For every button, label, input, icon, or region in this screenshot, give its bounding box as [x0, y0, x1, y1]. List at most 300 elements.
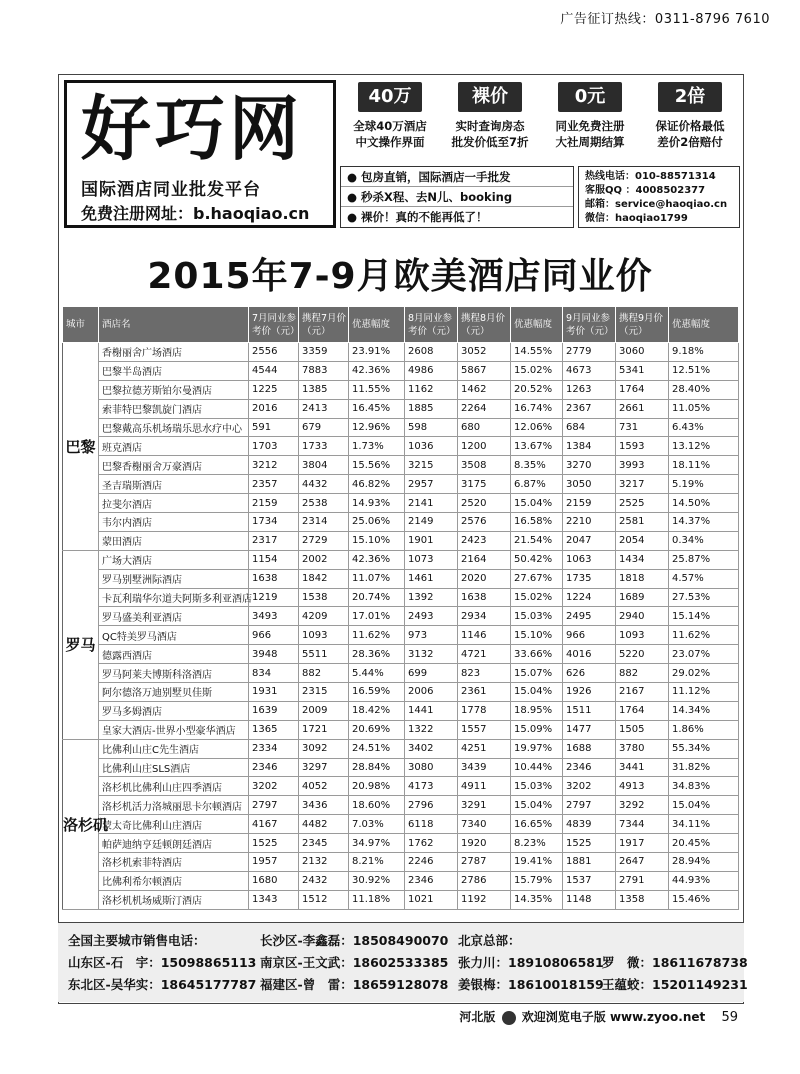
- price-cell: 3212: [249, 456, 299, 475]
- footer-heading: 全国主要城市销售电话：: [68, 933, 206, 948]
- price-cell: 1703: [249, 437, 299, 456]
- price-cell: 1.86%: [669, 720, 739, 739]
- feature-item: [640, 78, 740, 164]
- table-row: [63, 531, 739, 550]
- price-cell: 2797: [249, 796, 299, 815]
- price-cell: 4016: [563, 645, 616, 664]
- contact: 东北区-吴华实：18645177787: [68, 977, 257, 992]
- bullet-item: ● 秒杀X程、去N儿、booking: [341, 187, 573, 207]
- price-cell: 15.10%: [511, 626, 563, 645]
- hotel-name: 洛杉机活力洛城丽思卡尔顿酒店: [99, 796, 249, 815]
- price-cell: 1477: [563, 720, 616, 739]
- price-cell: 1224: [563, 588, 616, 607]
- price-cell: 2002: [299, 550, 349, 569]
- table-row: [63, 361, 739, 380]
- price-cell: 1358: [616, 890, 669, 909]
- table-row: [63, 494, 739, 513]
- price-cell: 3060: [616, 343, 669, 362]
- price-cell: 14.50%: [669, 494, 739, 513]
- price-cell: 7.03%: [349, 815, 405, 834]
- hotel-name: 卡瓦利瑞华尔道夫阿斯多利亚酒店: [99, 588, 249, 607]
- price-cell: 2556: [249, 343, 299, 362]
- feature-item: [340, 78, 440, 164]
- table-row: [63, 513, 739, 532]
- table-row: [63, 815, 739, 834]
- price-cell: 2315: [299, 683, 349, 702]
- price-cell: 23.07%: [669, 645, 739, 664]
- price-cell: 1926: [563, 683, 616, 702]
- price-cell: 24.51%: [349, 739, 405, 758]
- table-row: [63, 853, 739, 872]
- website-note: 欢迎浏览电子版 www.zyoo.net: [521, 1010, 706, 1024]
- table-row: [63, 890, 739, 909]
- price-cell: 731: [616, 418, 669, 437]
- table-row: [63, 645, 739, 664]
- feature-line: 同业免费注册: [555, 119, 625, 133]
- price-cell: 4911: [458, 777, 511, 796]
- price-cell: 966: [563, 626, 616, 645]
- column-header: 优惠幅度: [349, 307, 405, 343]
- price-cell: 3436: [299, 796, 349, 815]
- price-cell: 20.52%: [511, 380, 563, 399]
- price-cell: 1735: [563, 569, 616, 588]
- price-cell: 2159: [563, 494, 616, 513]
- feature-line: 保证价格最低: [655, 119, 725, 133]
- price-cell: 44.93%: [669, 871, 739, 890]
- price-cell: 1434: [616, 550, 669, 569]
- hotel-name: 巴黎香榭丽舍万豪酒店: [99, 456, 249, 475]
- table-row: [63, 701, 739, 720]
- column-header: 酒店名: [99, 307, 249, 343]
- price-cell: 1162: [405, 380, 458, 399]
- price-cell: 2246: [405, 853, 458, 872]
- price-cell: 14.35%: [511, 890, 563, 909]
- hotel-name: 巴黎拉德芳斯铂尔曼酒店: [99, 380, 249, 399]
- hotel-name: 洛杉机索菲特酒店: [99, 853, 249, 872]
- price-cell: 42.36%: [349, 550, 405, 569]
- price-cell: 2797: [563, 796, 616, 815]
- price-cell: 684: [563, 418, 616, 437]
- price-cell: 2009: [299, 701, 349, 720]
- price-cell: 1343: [249, 890, 299, 909]
- price-cell: 699: [405, 664, 458, 683]
- price-cell: 18.95%: [511, 701, 563, 720]
- price-cell: 16.65%: [511, 815, 563, 834]
- price-cell: 33.66%: [511, 645, 563, 664]
- hotel-name: 洛杉机比佛利山庄四季酒店: [99, 777, 249, 796]
- price-cell: 2264: [458, 399, 511, 418]
- price-cell: 7344: [616, 815, 669, 834]
- table-row: [63, 871, 739, 890]
- price-cell: 7883: [299, 361, 349, 380]
- price-cell: 15.56%: [349, 456, 405, 475]
- price-cell: 12.51%: [669, 361, 739, 380]
- price-cell: 15.04%: [511, 796, 563, 815]
- price-cell: 2132: [299, 853, 349, 872]
- feature-line: 全球40万酒店: [353, 119, 427, 133]
- price-cell: 28.94%: [669, 853, 739, 872]
- hotel-name: 巴黎戴高乐机场瑞乐思水疗中心: [99, 418, 249, 437]
- price-cell: 1638: [249, 569, 299, 588]
- price-cell: 15.03%: [511, 777, 563, 796]
- price-cell: 20.98%: [349, 777, 405, 796]
- feature-line: 批发价低至7折: [451, 135, 529, 149]
- feature-item: [540, 78, 640, 164]
- price-cell: 4673: [563, 361, 616, 380]
- table-row: [63, 777, 739, 796]
- hotel-name: 蒙太奇比佛利山庄酒店: [99, 815, 249, 834]
- price-cell: 4482: [299, 815, 349, 834]
- price-cell: 1512: [299, 890, 349, 909]
- price-cell: 598: [405, 418, 458, 437]
- city-cell: 巴黎: [63, 343, 99, 551]
- price-cell: 8.35%: [511, 456, 563, 475]
- hotel-name: QC特美罗马酒店: [99, 626, 249, 645]
- sales-footer: [58, 922, 748, 1002]
- price-cell: 2159: [249, 494, 299, 513]
- contact: 福建区-曾 雷：18659128078: [260, 977, 449, 992]
- hotel-name: 皇家大酒店-世界小型豪华酒店: [99, 720, 249, 739]
- hotel-name: 阿尔德洛万迪别墅贝佳斯: [99, 683, 249, 702]
- price-cell: 1818: [616, 569, 669, 588]
- price-cell: 5220: [616, 645, 669, 664]
- hotel-name: 罗马别墅洲际酒店: [99, 569, 249, 588]
- price-cell: 3439: [458, 758, 511, 777]
- price-cell: 23.91%: [349, 343, 405, 362]
- price-cell: 28.40%: [669, 380, 739, 399]
- price-cell: 50.42%: [511, 550, 563, 569]
- price-cell: 2432: [299, 871, 349, 890]
- table-row: [63, 343, 739, 362]
- price-cell: 11.18%: [349, 890, 405, 909]
- price-cell: 3359: [299, 343, 349, 362]
- column-header: 8月同业参考价（元）: [405, 307, 458, 343]
- price-cell: 4913: [616, 777, 669, 796]
- price-cell: 2149: [405, 513, 458, 532]
- price-cell: 4839: [563, 815, 616, 834]
- price-cell: 1764: [616, 701, 669, 720]
- price-cell: 1263: [563, 380, 616, 399]
- price-cell: 1146: [458, 626, 511, 645]
- price-cell: 15.02%: [511, 361, 563, 380]
- price-cell: 1511: [563, 701, 616, 720]
- price-cell: 1734: [249, 513, 299, 532]
- price-cell: 1148: [563, 890, 616, 909]
- price-cell: 834: [249, 664, 299, 683]
- price-cell: 1093: [299, 626, 349, 645]
- feature-line: 差价2倍赔付: [657, 135, 723, 149]
- price-cell: 2141: [405, 494, 458, 513]
- price-cell: 1842: [299, 569, 349, 588]
- column-header: 城市: [63, 307, 99, 343]
- price-cell: 2957: [405, 475, 458, 494]
- price-cell: 1778: [458, 701, 511, 720]
- price-cell: 18.42%: [349, 701, 405, 720]
- price-cell: 11.07%: [349, 569, 405, 588]
- price-cell: 1192: [458, 890, 511, 909]
- price-cell: 20.69%: [349, 720, 405, 739]
- price-cell: 34.11%: [669, 815, 739, 834]
- price-cell: 6.87%: [511, 475, 563, 494]
- price-cell: 3217: [616, 475, 669, 494]
- price-cell: 15.46%: [669, 890, 739, 909]
- price-cell: 2314: [299, 513, 349, 532]
- price-cell: 1931: [249, 683, 299, 702]
- feature-badge: 0元: [558, 82, 622, 112]
- price-cell: 2345: [299, 834, 349, 853]
- price-cell: 14.55%: [511, 343, 563, 362]
- price-cell: 7340: [458, 815, 511, 834]
- hotel-name: 罗马盛美利亚酒店: [99, 607, 249, 626]
- hotel-name: 洛杉机机场威斯汀酒店: [99, 890, 249, 909]
- price-cell: 3052: [458, 343, 511, 362]
- column-header: 优惠幅度: [511, 307, 563, 343]
- price-cell: 11.05%: [669, 399, 739, 418]
- price-cell: 1200: [458, 437, 511, 456]
- price-cell: 4209: [299, 607, 349, 626]
- price-cell: 2576: [458, 513, 511, 532]
- hotel-name: 索菲特巴黎凯旋门酒店: [99, 399, 249, 418]
- price-cell: 1764: [616, 380, 669, 399]
- price-cell: 6118: [405, 815, 458, 834]
- contact: 山东区-石 宇：15098865113: [68, 955, 257, 970]
- price-cell: 2334: [249, 739, 299, 758]
- table-row: [63, 399, 739, 418]
- table-row: [63, 588, 739, 607]
- logo-tagline: 国际酒店同业批发平台: [81, 180, 261, 200]
- register-url: 免费注册网址：b.haoqiao.cn: [81, 204, 310, 223]
- feature-item: [440, 78, 540, 164]
- column-header: 携程7月价（元）: [299, 307, 349, 343]
- price-cell: 2210: [563, 513, 616, 532]
- price-cell: 1557: [458, 720, 511, 739]
- price-cell: 882: [616, 664, 669, 683]
- price-cell: 9.18%: [669, 343, 739, 362]
- price-cell: 3292: [616, 796, 669, 815]
- price-cell: 30.92%: [349, 871, 405, 890]
- contact: 王蕴蛟：15201149231: [602, 977, 748, 992]
- price-cell: 4986: [405, 361, 458, 380]
- price-cell: 1462: [458, 380, 511, 399]
- price-cell: 1525: [563, 834, 616, 853]
- price-cell: 18.60%: [349, 796, 405, 815]
- price-cell: 1537: [563, 871, 616, 890]
- hotline: 热线电话：010-88571314: [585, 171, 716, 182]
- qq: 客服QQ ：4008502377: [585, 185, 706, 196]
- contact: 罗 微：18611678738: [602, 955, 748, 970]
- price-cell: 973: [405, 626, 458, 645]
- price-cell: 1917: [616, 834, 669, 853]
- price-cell: 3780: [616, 739, 669, 758]
- price-cell: 14.34%: [669, 701, 739, 720]
- promo-bullets: [340, 166, 574, 228]
- price-cell: 2791: [616, 871, 669, 890]
- price-cell: 2647: [616, 853, 669, 872]
- price-cell: 2538: [299, 494, 349, 513]
- price-cell: 16.45%: [349, 399, 405, 418]
- price-cell: 4544: [249, 361, 299, 380]
- price-cell: 11.62%: [669, 626, 739, 645]
- price-cell: 1365: [249, 720, 299, 739]
- hotel-name: 香榭丽舍广场酒店: [99, 343, 249, 362]
- price-cell: 2367: [563, 399, 616, 418]
- price-cell: 1021: [405, 890, 458, 909]
- price-cell: 28.36%: [349, 645, 405, 664]
- price-cell: 46.82%: [349, 475, 405, 494]
- price-cell: 2786: [458, 871, 511, 890]
- price-cell: 2164: [458, 550, 511, 569]
- hotel-name: 班克酒店: [99, 437, 249, 456]
- ad-header: [62, 78, 740, 230]
- price-cell: 31.82%: [669, 758, 739, 777]
- price-cell: 12.06%: [511, 418, 563, 437]
- price-cell: 1093: [616, 626, 669, 645]
- price-cell: 15.10%: [349, 531, 405, 550]
- price-cell: 2661: [616, 399, 669, 418]
- price-cell: 2016: [249, 399, 299, 418]
- price-cell: 4251: [458, 739, 511, 758]
- price-cell: 10.44%: [511, 758, 563, 777]
- price-cell: 16.59%: [349, 683, 405, 702]
- price-cell: 12.96%: [349, 418, 405, 437]
- price-cell: 3202: [563, 777, 616, 796]
- price-cell: 3297: [299, 758, 349, 777]
- price-cell: 2787: [458, 853, 511, 872]
- price-cell: 1689: [616, 588, 669, 607]
- hotel-name: 罗马阿莱夫博斯科洛酒店: [99, 664, 249, 683]
- table-row: [63, 739, 739, 758]
- table-row: [63, 475, 739, 494]
- hotel-name: 比佛利希尔顿酒店: [99, 871, 249, 890]
- price-cell: 1505: [616, 720, 669, 739]
- price-cell: 18.11%: [669, 456, 739, 475]
- price-cell: 14.37%: [669, 513, 739, 532]
- edition: 河北版: [459, 1010, 496, 1024]
- price-cell: 2608: [405, 343, 458, 362]
- price-cell: 1688: [563, 739, 616, 758]
- price-cell: 4052: [299, 777, 349, 796]
- price-cell: 0.34%: [669, 531, 739, 550]
- table-header: [63, 307, 739, 343]
- price-cell: 1721: [299, 720, 349, 739]
- table-row: [63, 834, 739, 853]
- price-cell: 1920: [458, 834, 511, 853]
- price-cell: 4721: [458, 645, 511, 664]
- price-cell: 3402: [405, 739, 458, 758]
- price-cell: 25.87%: [669, 550, 739, 569]
- hotel-name: 蒙田酒店: [99, 531, 249, 550]
- price-cell: 2020: [458, 569, 511, 588]
- price-cell: 11.55%: [349, 380, 405, 399]
- price-cell: 2525: [616, 494, 669, 513]
- price-cell: 13.12%: [669, 437, 739, 456]
- feature-badge: 2倍: [658, 82, 722, 112]
- price-cell: 42.36%: [349, 361, 405, 380]
- column-header: 携程8月价（元）: [458, 307, 511, 343]
- contact-box: [578, 166, 740, 228]
- price-cell: 15.07%: [511, 664, 563, 683]
- price-cell: 3215: [405, 456, 458, 475]
- table-row: [63, 456, 739, 475]
- column-header: 7月同业参考价（元）: [249, 307, 299, 343]
- table-row: [63, 550, 739, 569]
- price-cell: 3270: [563, 456, 616, 475]
- price-cell: 2729: [299, 531, 349, 550]
- price-cell: 3291: [458, 796, 511, 815]
- hotel-name: 拉斐尔酒店: [99, 494, 249, 513]
- price-cell: 4173: [405, 777, 458, 796]
- price-cell: 1219: [249, 588, 299, 607]
- price-cell: 2581: [616, 513, 669, 532]
- price-cell: 6.43%: [669, 418, 739, 437]
- zyoo-logo-icon: [502, 1011, 516, 1025]
- price-cell: 2167: [616, 683, 669, 702]
- page-footer: [459, 1008, 738, 1025]
- column-header: 携程9月价（元）: [616, 307, 669, 343]
- price-cell: 2006: [405, 683, 458, 702]
- price-cell: 1639: [249, 701, 299, 720]
- price-cell: 679: [299, 418, 349, 437]
- feature-badge: 40万: [358, 82, 422, 112]
- page-title: 2015年7-9月欧美酒店同业价: [147, 256, 653, 297]
- price-cell: 11.62%: [349, 626, 405, 645]
- price-cell: 4432: [299, 475, 349, 494]
- price-cell: 2361: [458, 683, 511, 702]
- price-cell: 1525: [249, 834, 299, 853]
- price-cell: 4167: [249, 815, 299, 834]
- price-cell: 2317: [249, 531, 299, 550]
- column-header: 优惠幅度: [669, 307, 739, 343]
- price-cell: 8.21%: [349, 853, 405, 872]
- price-cell: 2493: [405, 607, 458, 626]
- price-table: [62, 306, 739, 910]
- price-cell: 823: [458, 664, 511, 683]
- feature-line: 大社周期结算: [555, 135, 625, 149]
- price-cell: 1461: [405, 569, 458, 588]
- price-cell: 19.97%: [511, 739, 563, 758]
- table-row: [63, 569, 739, 588]
- hotel-name: 罗马多姆酒店: [99, 701, 249, 720]
- price-cell: 5867: [458, 361, 511, 380]
- city-cell: 罗马: [63, 550, 99, 739]
- price-cell: 1885: [405, 399, 458, 418]
- table-row: [63, 683, 739, 702]
- price-cell: 1384: [563, 437, 616, 456]
- price-cell: 3132: [405, 645, 458, 664]
- table-row: [63, 720, 739, 739]
- price-cell: 4.57%: [669, 569, 739, 588]
- table-row: [63, 418, 739, 437]
- price-cell: 29.02%: [669, 664, 739, 683]
- price-cell: 2520: [458, 494, 511, 513]
- logo-box: [64, 80, 336, 228]
- price-cell: 2779: [563, 343, 616, 362]
- price-cell: 5511: [299, 645, 349, 664]
- bullet-item: ● 包房直销，国际酒店一手批发: [341, 167, 573, 187]
- price-cell: 1322: [405, 720, 458, 739]
- hotel-name: 比佛利山庄C先生酒店: [99, 739, 249, 758]
- price-cell: 15.04%: [511, 494, 563, 513]
- price-cell: 15.02%: [511, 588, 563, 607]
- price-cell: 15.04%: [511, 683, 563, 702]
- price-cell: 2346: [405, 871, 458, 890]
- contact: 张力川：18910806581: [458, 955, 604, 970]
- price-cell: 1733: [299, 437, 349, 456]
- price-cell: 1.73%: [349, 437, 405, 456]
- hotel-name: 德露西酒店: [99, 645, 249, 664]
- ad-hotline: 广告征订热线：0311-8796 7610: [560, 12, 770, 27]
- price-cell: 34.97%: [349, 834, 405, 853]
